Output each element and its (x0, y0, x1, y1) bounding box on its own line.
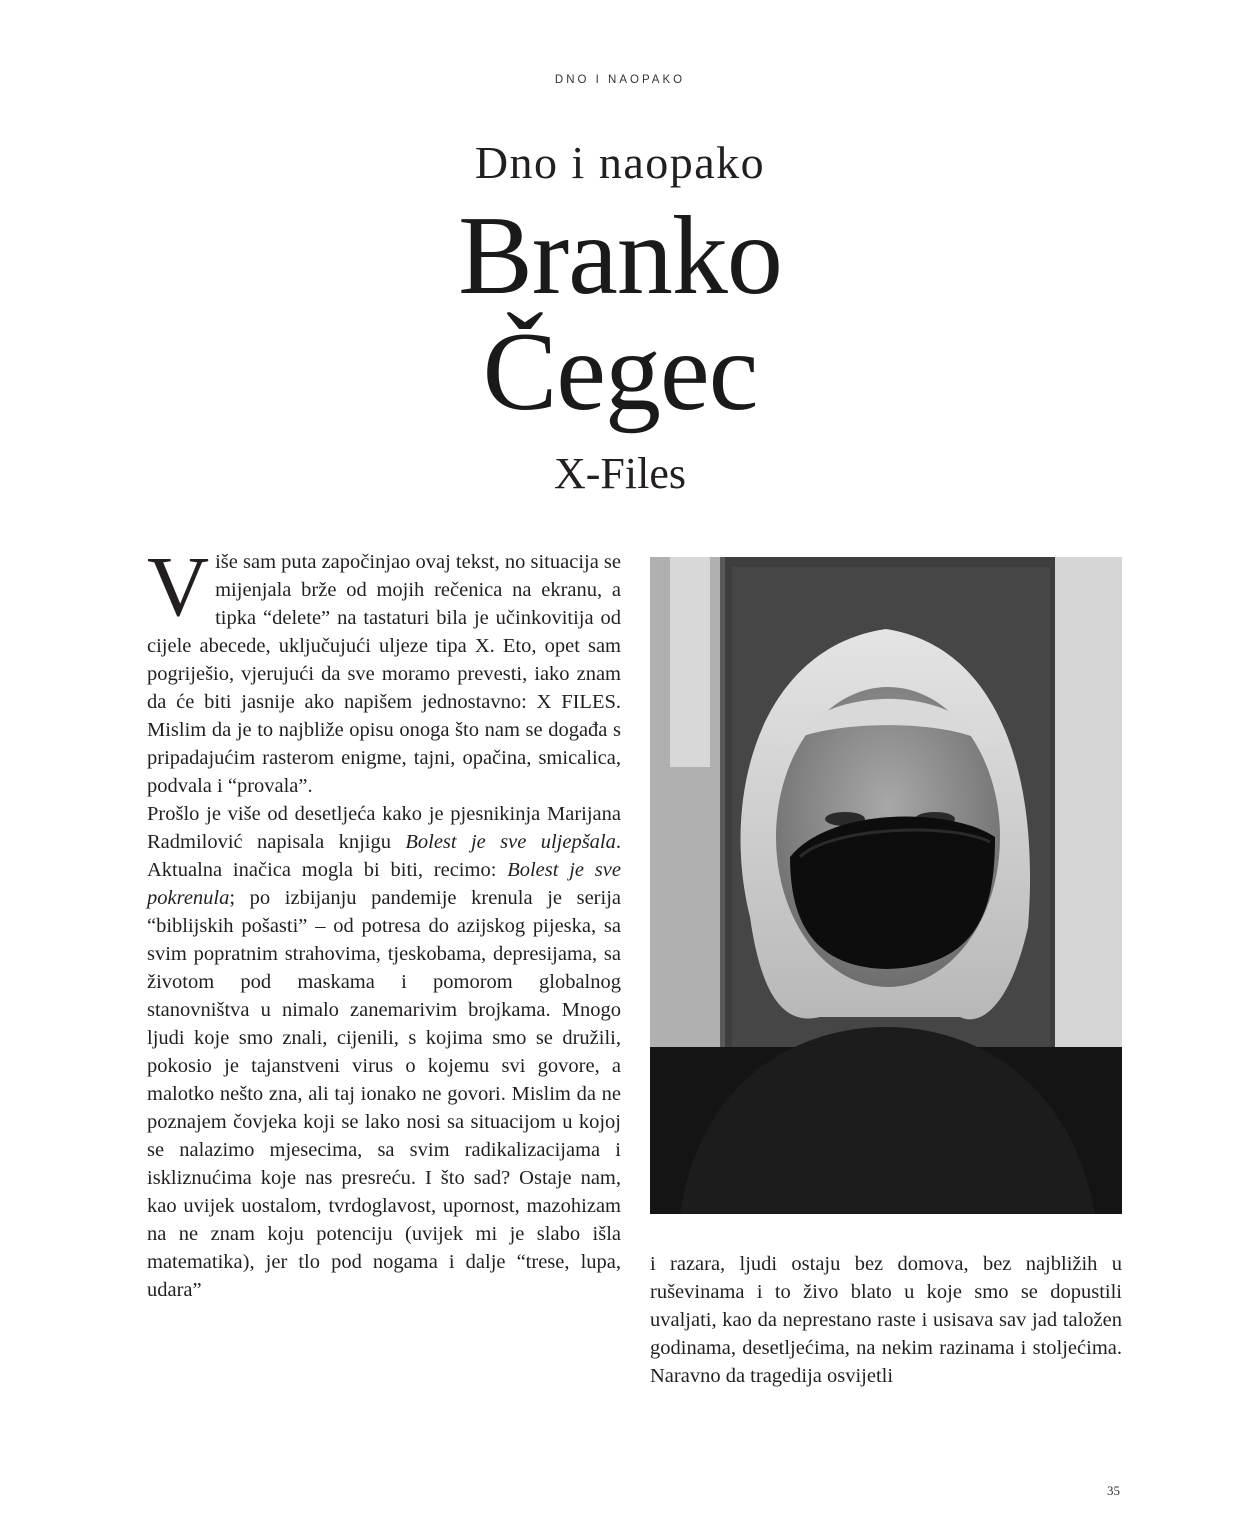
drop-cap: V (147, 538, 210, 634)
author-last-name: Čegec (482, 310, 758, 434)
author-photo (650, 557, 1122, 1214)
paragraph-1-text: iše sam puta započinjao ovaj tekst, no situacija se mijenjala brže od mojih rečenica na ekranu, a tipka “delete” na tastaturi bila je učinkovitija od cijele abecede, uključujući uljeze tipa X. Eto, opet sam pogriješio, vjerujući da sve moramo prevesti, iako znam da će biti jasnije ako napišem jednostavno: X FILES. Mislim da je to najbliže opisu onoga što nam se događa s pripadajućim rasterom enigme, tajni, opačina, smicalica, podvala i “provala”. (147, 551, 622, 797)
running-head: DNO I NAOPAKO (554, 74, 686, 86)
book-title-2: Bolest je sve pokrenula (147, 859, 621, 909)
paragraph-2-text-b: . Aktualna inačica mogla bi biti, recimo: (147, 831, 621, 881)
right-column-text: i razara, ljudi ostaju bez domova, bez najbližih u ruševinama i to živo blato u koje smo se dopustili uvaljati, kao da neprestano raste i usisava sav jad taložen godinama, desetljećima, na nekim razinama i stoljećima. Naravno da tragedija osvijetli (650, 1253, 1122, 1387)
page-number: 35 (1107, 1483, 1120, 1498)
paragraph-2-text-c: ; po izbijanju pandemije krenula je serija “biblijskih pošasti” – od potresa do azijskog pijeska, sa svim popratnim strahovima, tjeskobama, depresijama, sa životom pod maskama i pomorom globalnog stanovništva u nimalo zanemarivim brojkama. Mnogo ljudi koje smo znali, cijenili, s kojima smo se družili, pokosio je tajanstveni virus o kojemu svi govore, a malotko nešto zna, ali taj ionako ne govori. Mislim da ne poznajem čovjeka koji se lako nosi sa situacijom u kojoj se nalazimo mjesecima, sa svim radikalizacijama i iskliznućima koje nas presreću. I što sad? Ostaje nam, kao uvijek uostalom, tvrdoglavost, upornost, mazohizam na ne znam koju potenciju (uvijek mi je slabo išla matematika), jer tlo pod nogama i dalje “trese, lupa, udara” (147, 887, 621, 1301)
paragraph-1 (147, 538, 622, 800)
paragraph-2 (147, 800, 621, 1304)
article-subtitle: X-Files (554, 449, 686, 498)
author-first-name: Branko (458, 194, 782, 318)
book-title-1: Bolest je sve uljepšala (405, 831, 616, 853)
left-column (147, 538, 622, 1304)
paragraph-2-text-a: Prošlo je više od desetljeća kako je pjesnikinja Marijana Radmilović napisala knjigu (147, 803, 621, 853)
section-kicker: Dno i naopako (474, 137, 766, 188)
right-column (650, 1250, 1122, 1390)
